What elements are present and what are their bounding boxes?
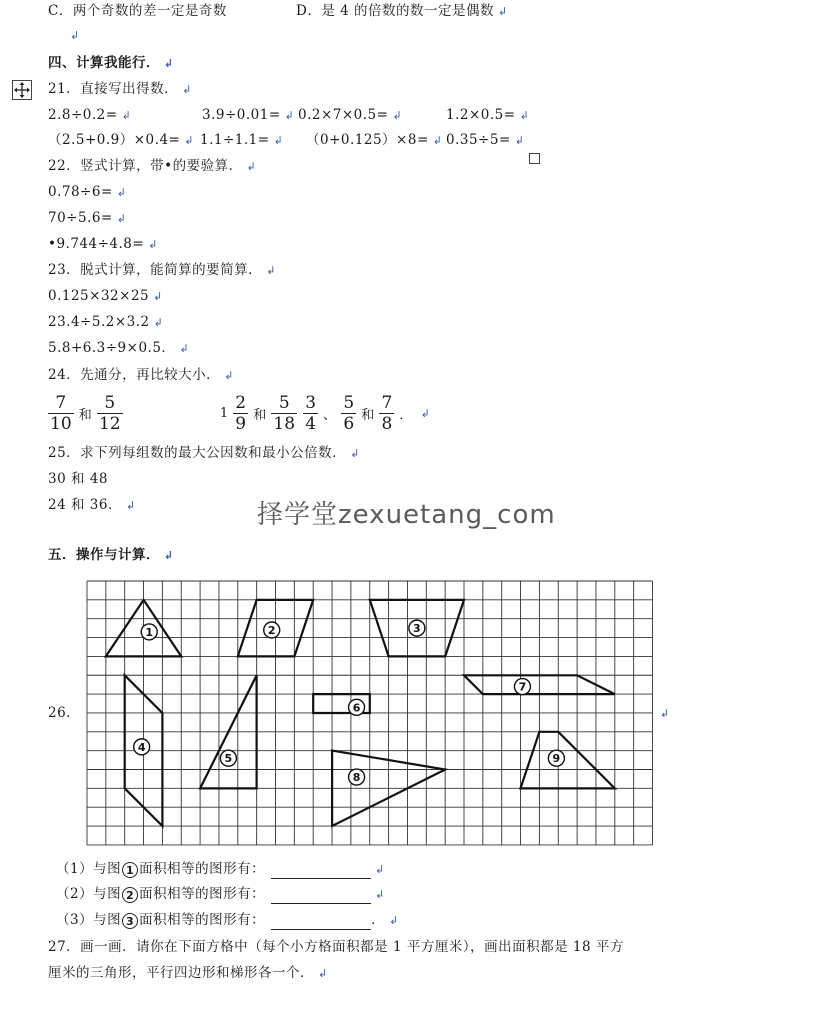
q21-title: 21．直接写出得数． ↲ — [48, 81, 192, 97]
q22-item-2: 70÷5.6= ↲ — [48, 210, 127, 226]
paragraph-mark-icon: ↲ — [164, 57, 174, 70]
q21-r1-c4: 1.2×0.5= ↲ — [446, 107, 530, 123]
fraction: $\frac{5}{18}$ — [273, 393, 296, 434]
q26-sub2: （2）与图 2 面积相等的图形有： ↲ — [56, 886, 385, 902]
shape-label: 8 — [352, 771, 361, 785]
section5-title: 五．操作与计算． ↲ — [48, 547, 174, 563]
option-d: D．是 4 的倍数的数一定是偶数 ↲ — [296, 3, 508, 19]
q21-r1-c1: 2.8÷0.2= ↲ — [48, 107, 132, 123]
q26-sub3: （3）与图 3 面积相等的图形有： ． ↲ — [56, 912, 399, 928]
circled-number: 2 — [122, 887, 138, 903]
q23-title: 23．脱式计算，能简算的要简算． ↲ — [48, 262, 276, 278]
shape-label: 4 — [137, 740, 146, 754]
shape-label: 5 — [224, 752, 233, 766]
shape-label: 7 — [518, 680, 527, 694]
circled-number: 3 — [122, 913, 138, 929]
q24-title: 24．先通分，再比较大小． ↲ — [48, 367, 234, 383]
q23-item-3: 5.8+6.3÷9×0.5． ↲ — [48, 340, 190, 356]
shape-label: 9 — [552, 752, 561, 766]
option-c: C．两个奇数的差一定是奇数 — [48, 3, 227, 19]
q22-title: 22．竖式计算，带•的要验算． ↲ — [48, 158, 257, 174]
q23-item-1: 0.125×32×25 ↲ — [48, 288, 163, 304]
paragraph-mark-icon: ↲ — [498, 5, 508, 18]
answer-blank[interactable] — [271, 866, 371, 879]
section4-title: 四、计算我能行． ↲ — [48, 55, 174, 71]
q27-line1: 27．画一画．请你在下面方格中（每个小方格面积都是 1 平方厘米），画出面积都是 18 平方 — [48, 939, 624, 955]
q23-item-2: 23.4÷5.2×3.2 ↲ — [48, 314, 164, 330]
paragraph-mark-icon: ↲ — [182, 83, 192, 96]
circled-number: 1 — [122, 862, 138, 878]
q22-item-1: 0.78÷6= ↲ — [48, 184, 127, 200]
answer-blank[interactable] — [271, 891, 371, 904]
watermark: 择学堂zexuetang_com — [257, 500, 556, 530]
fraction: $\frac{7}{8}$ — [381, 393, 393, 434]
q21-r2-c3: （0+0.125）×8= ↲ — [306, 132, 443, 148]
q27-line2: 厘米的三角形，平行四边形和梯形各一个． ↲ — [48, 965, 328, 981]
answer-blank[interactable] — [271, 917, 371, 930]
shape-9 — [521, 732, 615, 789]
fraction: $\frac{5}{12}$ — [98, 393, 121, 434]
q21-r1-c2: 3.9÷0.01= ↲ — [202, 107, 295, 123]
fraction: $\frac{7}{10}$ — [50, 393, 72, 434]
fraction: $\frac{2}{9}$ — [235, 393, 247, 434]
q25-item-1: 30 和 48 — [48, 471, 108, 487]
q22-item-3: •9.744÷4.8= ↲ — [48, 236, 158, 252]
fraction: $\frac{3}{4}$ — [305, 393, 317, 434]
q26-sub1: （1）与图 1 面积相等的图形有： ↲ — [56, 861, 385, 877]
fraction: $\frac{5}{6}$ — [343, 393, 355, 434]
q21-r2-c1: （2.5+0.9）×0.4= ↲ — [48, 132, 195, 148]
shape-label: 6 — [352, 701, 361, 715]
q21-r2-c2: 1.1÷1.1= ↲ — [200, 132, 284, 148]
q25-title: 25．求下列每组数的最大公因数和最小公倍数． ↲ — [48, 445, 360, 461]
q21-r1-c3: 0.2×7×0.5= ↲ — [298, 107, 403, 123]
q26-label: 26． — [48, 705, 81, 721]
shape-label: 2 — [267, 624, 276, 638]
q26-end-mark: ↲ — [660, 707, 670, 720]
q25-item-2: 24 和 36． ↲ — [48, 497, 136, 513]
shape-label: 1 — [145, 625, 154, 639]
shape-label: 3 — [413, 622, 421, 636]
q24-fractions: $\frac{7}{10}$ 和 $\frac{5}{12}$ 1 $\frac{2}{9}$ 和 $\frac{5}{18}$ $\frac{3}{4}$ 、 $\frac{5}{6}$ 和 $\frac{7}{8}$ ． ↲ — [50, 393, 430, 434]
q21-r2-c4: 0.35÷5= ↲ — [446, 132, 525, 148]
paragraph-mark-icon: ↲ — [70, 29, 80, 42]
